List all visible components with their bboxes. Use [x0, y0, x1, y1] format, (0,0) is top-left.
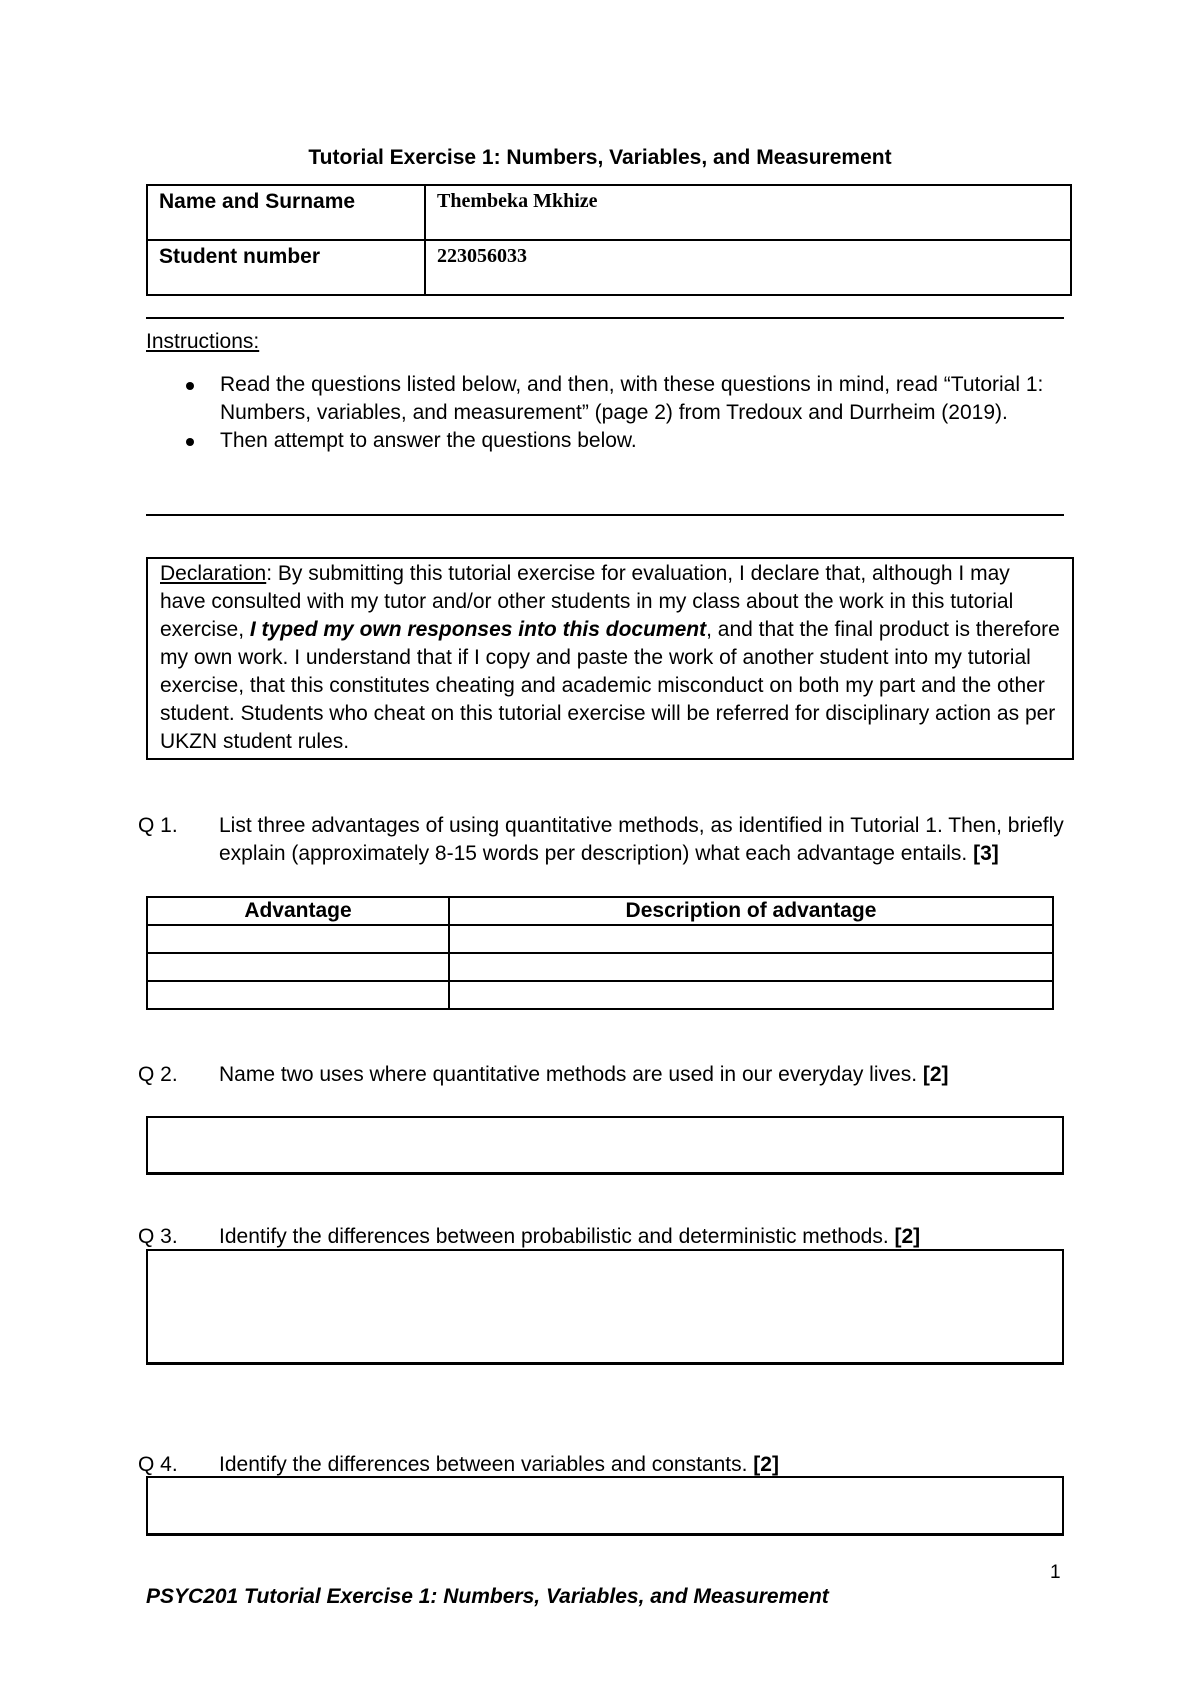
- question-3: [138, 1223, 1078, 1251]
- declaration-text: : By submitting this tutorial exercise for evaluation, I declare that, although I may have consulted with my tutor and/or other students in my class about the work in this tutorial exercise,: [160, 562, 1014, 641]
- question-number: Q 4.: [138, 1453, 178, 1476]
- footer-title: PSYC201 Tutorial Exercise 1: Numbers, Variables, and Measurement: [146, 1585, 829, 1608]
- list-item: [180, 427, 1070, 455]
- divider: [146, 514, 1064, 516]
- name-label: Name and Surname: [147, 185, 425, 240]
- question-text: Identify the differences between probabilistic and deterministic methods.: [219, 1225, 889, 1248]
- declaration-text: , and that the final product is therefore my own work. I understand that if I copy and paste the work of another student into my tutorial exercise, that this constitutes cheating and academic misconduct on both my part and the other student. Students who cheat on this tutorial exercise will be referred for disciplinary action as per UKZN student rules.: [160, 618, 1060, 753]
- answer-box-q2[interactable]: [146, 1116, 1064, 1175]
- declaration-label: Declaration: [160, 562, 267, 585]
- bullet-icon: [186, 382, 194, 390]
- table-row: [147, 185, 1071, 240]
- question-1: [138, 812, 1078, 868]
- question-2: [138, 1061, 1078, 1089]
- name-value[interactable]: Thembeka Mkhize: [425, 185, 1071, 240]
- table-row: [147, 240, 1071, 295]
- question-number: Q 1.: [138, 814, 178, 837]
- divider: [146, 317, 1064, 319]
- question-marks: [2]: [894, 1225, 921, 1248]
- declaration-box: [146, 557, 1074, 760]
- question-marks: [3]: [973, 842, 999, 865]
- bullet-icon: [186, 438, 194, 446]
- student-number-value[interactable]: 223056033: [425, 240, 1071, 295]
- question-text: Name two uses where quantitative methods are used in our everyday lives.: [219, 1063, 918, 1086]
- instruction-text: Read the questions listed below, and then, with these questions in mind, read “Tutorial 1: Numbers, variables, and measurement” (page 2) from Tredoux and Durrheim (2019).: [220, 373, 1044, 424]
- declaration-emphasis: I typed my own responses into this document: [249, 618, 707, 641]
- advantages-table: [146, 896, 1054, 1010]
- answer-box-q3[interactable]: [146, 1249, 1064, 1365]
- table-row: [147, 925, 1053, 953]
- question-4: [138, 1451, 1078, 1479]
- student-info-table: [146, 184, 1072, 296]
- question-text: Identify the differences between variables and constants.: [219, 1453, 748, 1476]
- page-number: 1: [1050, 1562, 1061, 1583]
- description-cell[interactable]: [449, 981, 1053, 1009]
- description-cell[interactable]: [449, 925, 1053, 953]
- answer-box-q4[interactable]: [146, 1476, 1064, 1536]
- student-number-label: Student number: [147, 240, 425, 295]
- description-cell[interactable]: [449, 953, 1053, 981]
- instructions-list: [180, 371, 1070, 455]
- advantage-cell[interactable]: [147, 981, 449, 1009]
- column-header: Description of advantage: [449, 897, 1053, 925]
- instruction-text: Then attempt to answer the questions below.: [220, 429, 637, 452]
- question-marks: [2]: [922, 1063, 949, 1086]
- advantage-cell[interactable]: [147, 953, 449, 981]
- table-header-row: [147, 897, 1053, 925]
- list-item: [180, 371, 1070, 427]
- column-header: Advantage: [147, 897, 449, 925]
- table-row: [147, 981, 1053, 1009]
- page-title: Tutorial Exercise 1: Numbers, Variables, and Measurement: [308, 146, 892, 169]
- instructions-heading: Instructions:: [146, 330, 260, 353]
- question-marks: [2]: [753, 1453, 779, 1476]
- question-number: Q 2.: [138, 1063, 178, 1086]
- table-row: [147, 953, 1053, 981]
- question-text: List three advantages of using quantitative methods, as identified in Tutorial 1. Then, briefly explain (approximately 8-15 words per description) what each advantage entails.: [219, 814, 1064, 865]
- question-number: Q 3.: [138, 1225, 178, 1248]
- advantage-cell[interactable]: [147, 925, 449, 953]
